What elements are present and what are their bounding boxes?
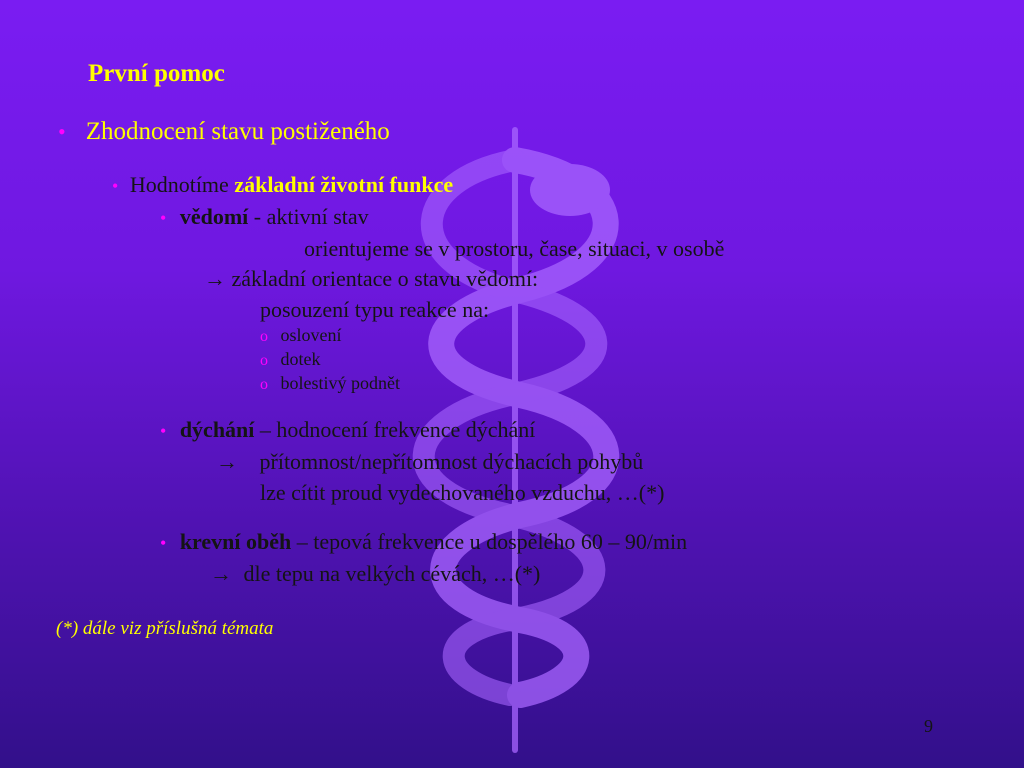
vedomi-subitem — [260, 325, 342, 346]
page-number: 9 — [924, 716, 933, 736]
arrow-icon: → — [216, 449, 238, 474]
bullet-icon: • — [58, 119, 66, 144]
circle-bullet-icon: ο — [260, 376, 268, 393]
vedomi-line3 — [204, 266, 538, 292]
vedomi-subitem-text: dotek — [280, 349, 321, 369]
arrow-icon: → — [210, 561, 232, 586]
krevni-obeh-line2-text: dle tepu na velkých cévách, …(*) — [243, 561, 541, 586]
krevni-obeh-item — [160, 529, 687, 555]
bullet-icon: • — [112, 176, 119, 196]
slide-title: První pomoc — [88, 60, 225, 87]
vedomi-subitem-text: bolestivý podnět — [280, 373, 400, 393]
vedomi-label: vědomí — [179, 204, 249, 229]
vedomi-rest: - aktivní stav — [248, 204, 369, 229]
krevni-obeh-rest: – tepová frekvence u dospělého 60 – 90/min — [291, 529, 688, 554]
vedomi-line4: posouzení typu reakce na: — [260, 297, 490, 322]
vedomi-subitem — [260, 349, 321, 370]
dychani-line2 — [216, 449, 643, 475]
level1-item — [58, 118, 390, 146]
vedomi-subitem — [260, 373, 400, 394]
bullet-icon: • — [160, 421, 167, 441]
dychani-line3: lze cítit proud vydechovaného vzduchu, …(*) — [260, 480, 665, 505]
dychani-label: dýchání — [179, 417, 255, 442]
level1-text: Zhodnocení stavu postiženého — [85, 118, 390, 145]
arrow-icon: → — [204, 266, 226, 291]
footnote: (*) dále viz příslušná témata — [56, 618, 274, 639]
krevni-obeh-label: krevní oběh — [179, 529, 292, 554]
circle-bullet-icon: ο — [260, 352, 268, 369]
vedomi-item — [160, 204, 369, 230]
vedomi-line3-text: základní orientace o stavu vědomí: — [231, 266, 539, 291]
bullet-icon: • — [160, 533, 167, 553]
krevni-obeh-line2 — [210, 561, 540, 587]
circle-bullet-icon: ο — [260, 328, 268, 345]
level2-prefix: Hodnotíme — [129, 172, 235, 197]
bullet-icon: • — [160, 208, 167, 228]
level2-emphasis: základní životní funkce — [234, 172, 454, 197]
vedomi-subitem-text: oslovení — [280, 325, 342, 345]
dychani-item — [160, 417, 535, 443]
vedomi-line2: orientujeme se v prostoru, čase, situaci, v osobě — [304, 236, 725, 261]
dychani-line2-text: přítomnost/nepřítomnost dýchacích pohybů — [259, 449, 644, 474]
dychani-rest: – hodnocení frekvence dýchání — [254, 417, 536, 442]
level2-item — [112, 172, 453, 198]
